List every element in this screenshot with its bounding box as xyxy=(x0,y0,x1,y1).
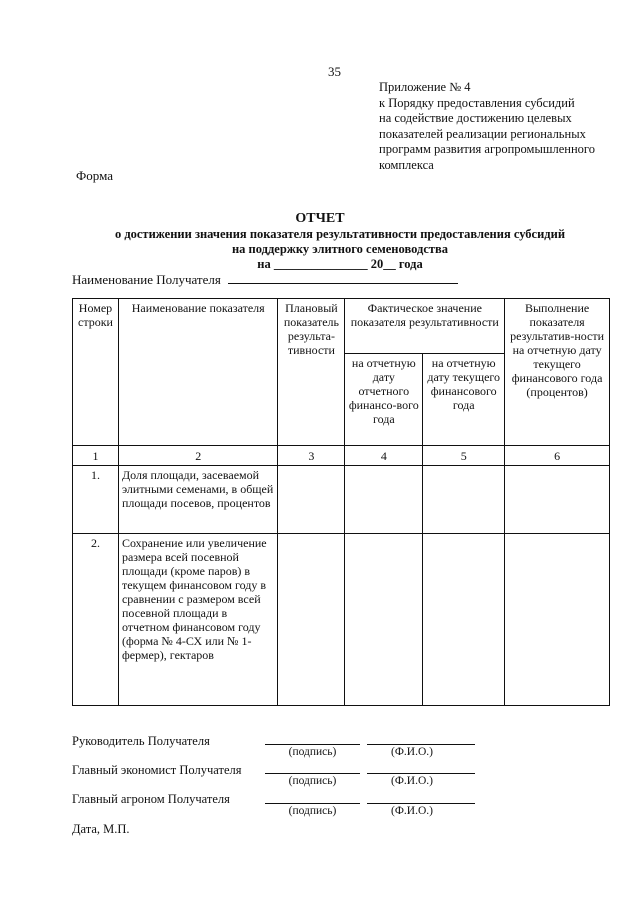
row-number: 1. xyxy=(73,466,119,534)
table-row xyxy=(73,534,610,706)
appendix-line: программ развития агропромышленного xyxy=(379,142,595,156)
indicator-name: Сохранение или увеличение размера всей посевной площади (кроме паров) в текущем финансовом году в сравнении с размером всей посевной площади в отчетном финансовом году (форма № 4-СХ или № 1-фермер), гектаров xyxy=(118,534,277,706)
report-title: ОТЧЕТ xyxy=(295,211,345,226)
signature-caption: (подпись) xyxy=(288,775,337,787)
header-indicator-name: Наименование показателя xyxy=(118,299,277,446)
appendix-line: Приложение № 4 xyxy=(379,80,471,94)
subtitle-line: на поддержку элитного семеноводства xyxy=(231,242,449,256)
recipient-row xyxy=(72,271,458,288)
column-number: 6 xyxy=(505,446,610,466)
name-line[interactable] xyxy=(367,773,475,774)
subtitle-line: о достижении значения показателя результативности предоставления субсидий xyxy=(114,227,566,241)
name-caption: (Ф.И.О.) xyxy=(391,805,433,817)
signature-line[interactable] xyxy=(265,744,360,745)
column-number: 1 xyxy=(73,446,119,466)
form-label: Форма xyxy=(76,168,113,183)
appendix-line: показателей реализации региональных xyxy=(379,126,586,141)
actual-current-cell[interactable] xyxy=(423,534,505,706)
appendix-line: на содействие достижению целевых xyxy=(379,111,572,125)
name-line[interactable] xyxy=(367,744,475,745)
column-number: 5 xyxy=(423,446,505,466)
actual-prev-cell[interactable] xyxy=(345,534,423,706)
recipient-field[interactable] xyxy=(228,271,458,284)
header-actual: Фактическое значение показателя результативности xyxy=(345,299,505,354)
column-number: 2 xyxy=(118,446,277,466)
appendix-line: к Порядку предоставления субсидий xyxy=(379,95,575,110)
recipient-label: Наименование Получателя xyxy=(72,272,221,287)
fulfillment-cell[interactable] xyxy=(505,466,610,534)
header-row-number: Номер строки xyxy=(73,299,119,446)
signature-role: Руководитель Получателя xyxy=(72,734,210,748)
header-actual-prev-year: на отчетную дату отчетного финансо-вого года xyxy=(345,354,423,446)
column-number: 4 xyxy=(345,446,423,466)
planned-cell[interactable] xyxy=(278,466,345,534)
actual-current-cell[interactable] xyxy=(423,466,505,534)
signature-caption: (подпись) xyxy=(288,805,337,817)
actual-prev-cell[interactable] xyxy=(345,466,423,534)
appendix-block xyxy=(379,80,595,173)
appendix-line: комплекса xyxy=(379,157,434,172)
header-fulfillment: Выполнение показателя результатив-ности на отчетную дату текущего финансового года (процентов) xyxy=(505,299,610,446)
header-planned: Плановый показатель результа-тивности xyxy=(278,299,345,446)
signature-role: Главный экономист Получателя xyxy=(72,763,242,777)
header-actual-current-year: на отчетную дату текущего финансового года xyxy=(423,354,505,446)
report-table xyxy=(72,298,610,706)
fulfillment-cell[interactable] xyxy=(505,534,610,706)
subtitle-line: на _______________ 20__ года xyxy=(257,257,423,271)
signature-line[interactable] xyxy=(265,773,360,774)
indicator-name: Доля площади, засеваемой элитными семенами, в общей площади посевов, процентов xyxy=(118,466,277,534)
name-caption: (Ф.И.О.) xyxy=(391,746,433,758)
planned-cell[interactable] xyxy=(278,534,345,706)
signature-line[interactable] xyxy=(265,803,360,804)
page-number: 35 xyxy=(328,64,341,79)
table-row xyxy=(73,466,610,534)
row-number: 2. xyxy=(73,534,119,706)
signature-caption: (подпись) xyxy=(288,746,337,758)
column-number: 3 xyxy=(278,446,345,466)
name-caption: (Ф.И.О.) xyxy=(391,775,433,787)
signature-role: Главный агроном Получателя xyxy=(72,792,230,806)
name-line[interactable] xyxy=(367,803,475,804)
date-label: Дата, М.П. xyxy=(72,822,130,836)
report-subtitle xyxy=(60,227,620,272)
